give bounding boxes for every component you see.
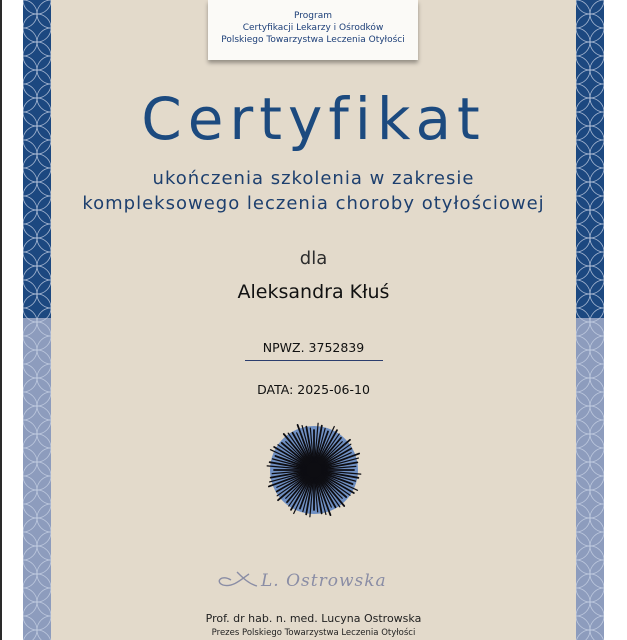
certificate-date: DATA: 2025-06-10 bbox=[257, 382, 370, 397]
decorative-border-right bbox=[576, 0, 604, 640]
signer-name: Prof. dr hab. n. med. Lucyna Ostrowska bbox=[205, 612, 422, 625]
signature-image bbox=[209, 560, 409, 600]
starburst-logo-icon bbox=[264, 420, 364, 520]
signature-text: L. Ostrowska bbox=[261, 571, 387, 591]
badge-line-1: Program bbox=[294, 11, 332, 21]
circle-pattern-icon bbox=[576, 0, 604, 640]
signer-role: Prezes Polskiego Towarzystwa Leczenia Otyłości bbox=[211, 628, 416, 638]
certificate-title: Certyfikat bbox=[141, 85, 486, 153]
subtitle-line-2: kompleksowego leczenia choroby otyłościowej bbox=[82, 193, 545, 214]
decorative-border-left bbox=[23, 0, 51, 640]
badge-line-3: Polskiego Towarzystwa Leczenia Otyłości bbox=[221, 35, 405, 45]
circle-pattern-icon bbox=[23, 0, 51, 640]
subtitle-line-1: ukończenia szkolenia w zakresie bbox=[152, 168, 475, 189]
window-edge bbox=[0, 0, 2, 640]
recipient-name: Aleksandra Kłuś bbox=[237, 281, 390, 303]
program-badge bbox=[208, 0, 418, 60]
npwz-number: NPWZ. 3752839 bbox=[262, 340, 365, 355]
npwz-underline bbox=[245, 360, 383, 361]
badge-line-2: Certyfikacji Lekarzy i Ośrodków bbox=[242, 23, 384, 33]
for-label: dla bbox=[299, 248, 328, 269]
certificate-page bbox=[51, 0, 576, 640]
certificate-subtitle bbox=[51, 166, 576, 216]
